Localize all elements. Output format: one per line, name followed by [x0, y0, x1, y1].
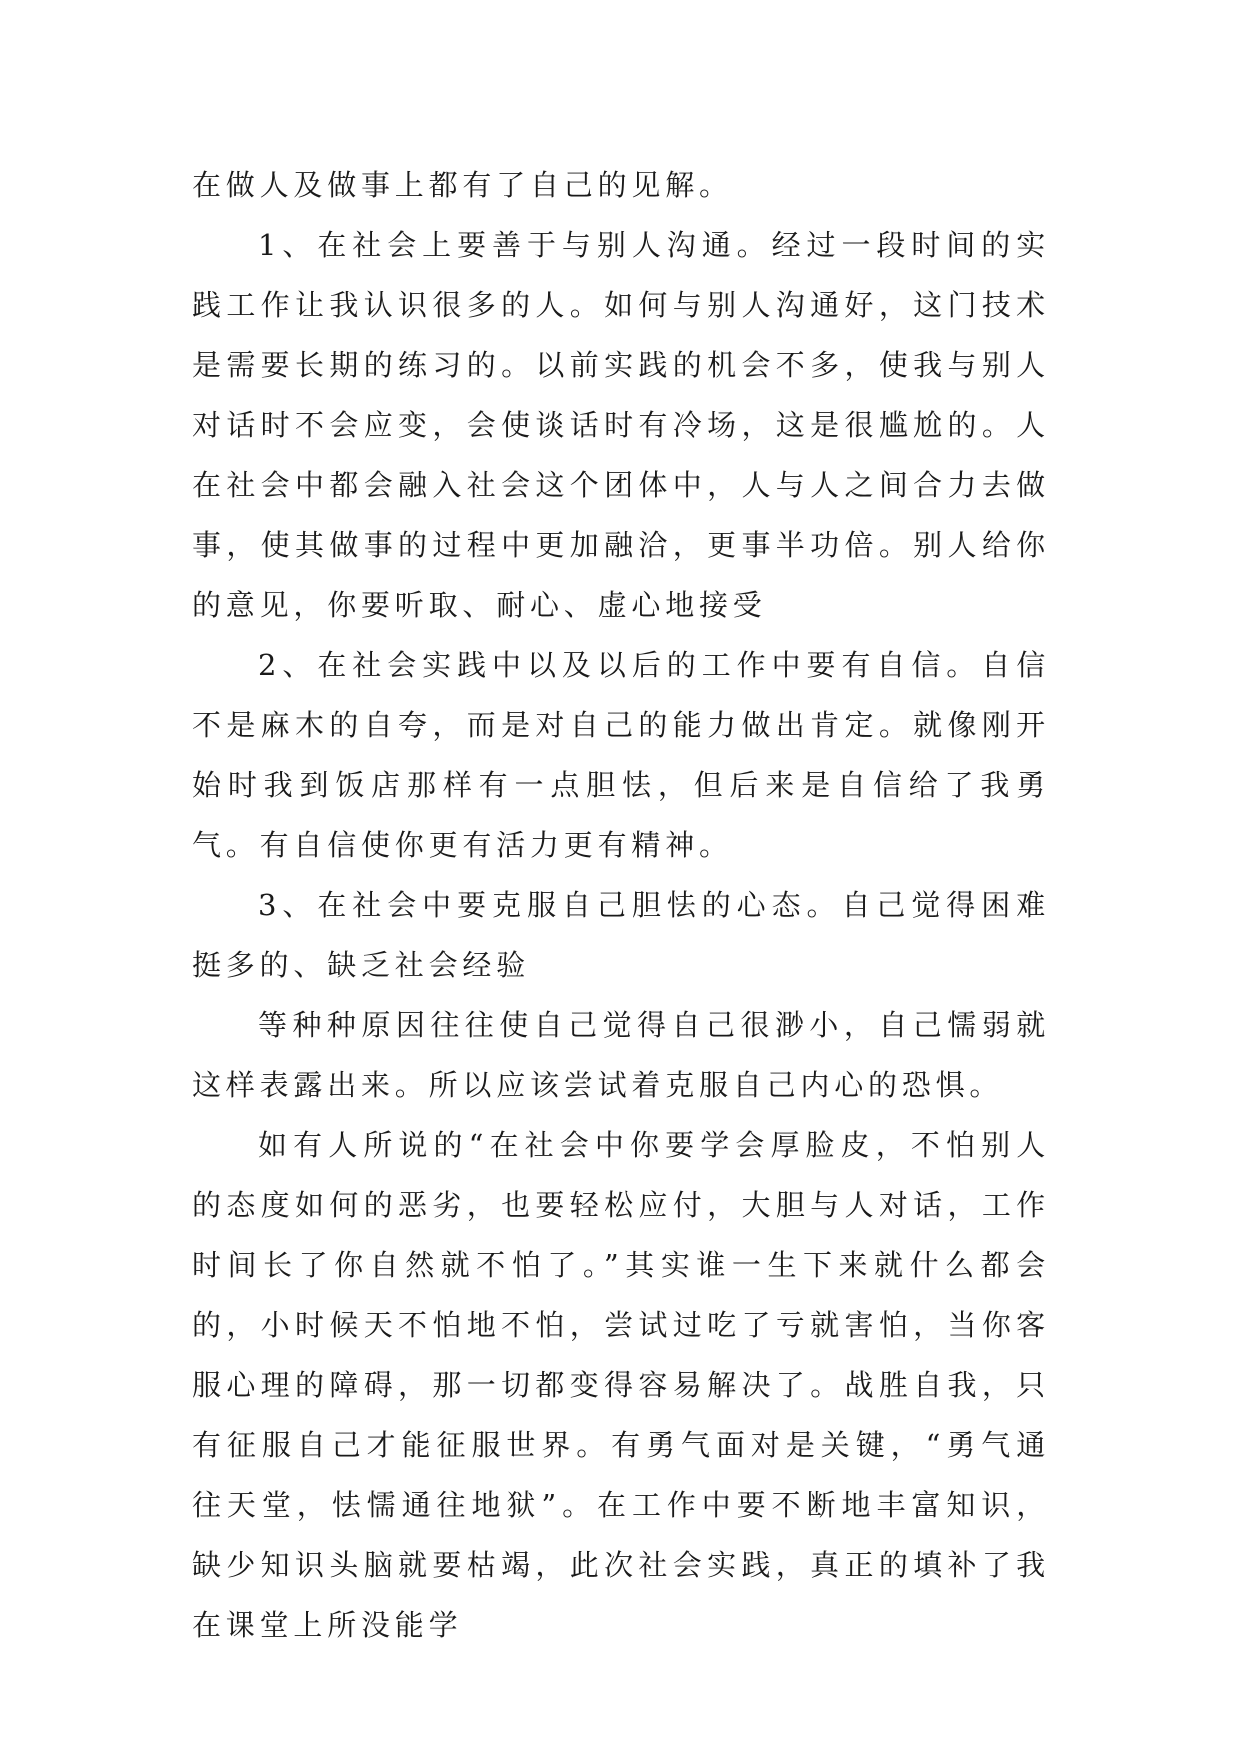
- paragraph-2: 1、在社会上要善于与别人沟通。经过一段时间的实践工作让我认识很多的人。如何与别人沟通好，这门技术是需要长期的练习的。以前实践的机会不多，使我与别人对话时不会应变，会使谈话时有冷场，这是很尴尬的。人在社会中都会融入社会这个团体中，人与人之间合力去做事，使其做事的过程中更加融洽，更事半功倍。别人给你的意见，你要听取、耐心、虚心地接受: [192, 228, 1050, 622]
- document-page: [192, 155, 1050, 1655]
- paragraph-4: 3、在社会中要克服自己胆怯的心态。自己觉得困难挺多的、缺乏社会经验: [192, 888, 1050, 982]
- paragraph-6: 如有人所说的“在社会中你要学会厚脸皮，不怕别人的态度如何的恶劣，也要轻松应付，大胆与人对话，工作时间长了你自然就不怕了。”其实谁一生下来就什么都会的，小时候天不怕地不怕，尝试过吃了亏就害怕，当你客服心理的障碍，那一切都变得容易解决了。战胜自我，只有征服自己才能征服世界。有勇气面对是关键，“勇气通往天堂，怯懦通往地狱”。在工作中要不断地丰富知识，缺少知识头脑就要枯竭，此次社会实践，真正的填补了我在课堂上所没能学: [192, 1128, 1050, 1642]
- paragraph-3: 2、在社会实践中以及以后的工作中要有自信。自信不是麻木的自夸，而是对自己的能力做出肯定。就像刚开始时我到饭店那样有一点胆怯，但后来是自信给了我勇气。有自信使你更有活力更有精神。: [192, 648, 1050, 862]
- paragraph-5: 等种种原因往往使自己觉得自己很渺小，自己懦弱就这样表露出来。所以应该尝试着克服自己内心的恐惧。: [192, 1008, 1050, 1102]
- paragraph-1: 在做人及做事上都有了自己的见解。: [192, 168, 733, 202]
